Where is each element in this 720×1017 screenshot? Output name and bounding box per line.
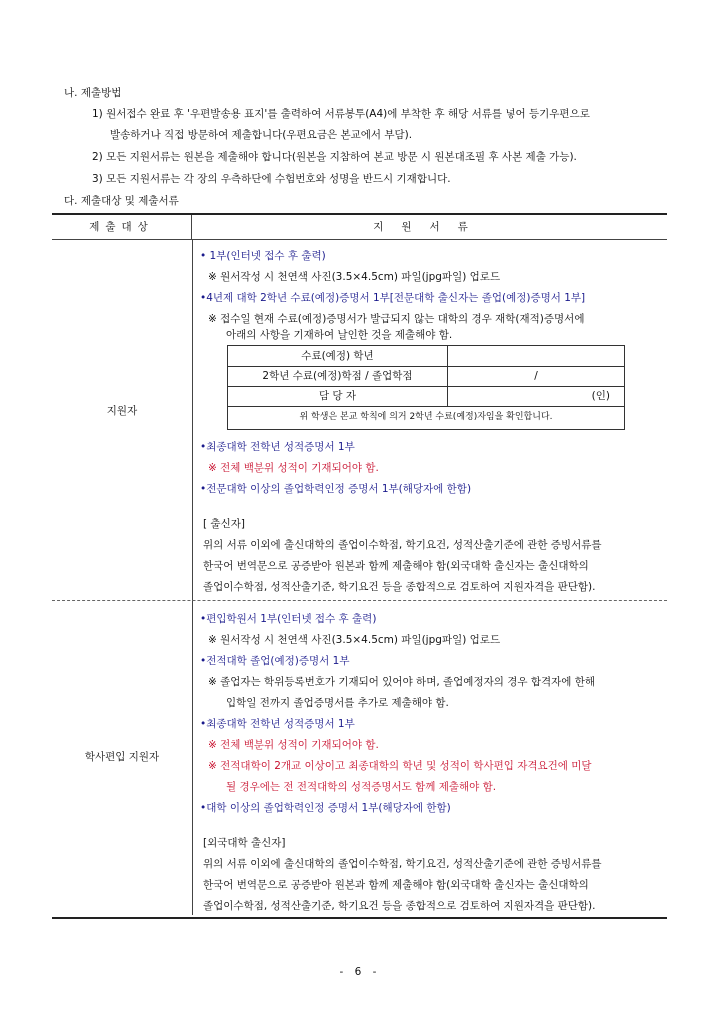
page-number: - 6 -: [339, 966, 381, 978]
r2-graduation-note-2: 입학일 전까지 졸업증명서를 추가로 제출해야 함.: [226, 697, 449, 709]
r2-foreign-line-2: 한국어 번역문으로 공증받아 원본과 함께 제출해야 함(외국대학 출신자는 출신대학의: [203, 879, 589, 891]
r1-foreign-line-3: 졸업이수학점, 성적산출기준, 학기요건 등을 종합적으로 검토하여 지원자격을 판단함).: [203, 581, 596, 593]
r2-transcript: •최종대학 전학년 성적증명서 1부: [200, 718, 355, 730]
column-divider: [192, 239, 193, 915]
header-documents: 지원서류: [373, 221, 486, 233]
completion-info-table: [227, 345, 625, 430]
r2-foreign-line-3: 졸업이수학점, 성적산출기준, 학기요건 등을 종합적으로 검토하여 지원자격을 판단함).: [203, 900, 596, 912]
r2-transcript-note-2: ※ 전적대학이 2개교 이상이고 최종대학의 학년 및 성적이 학사편입 자격요건에 미달: [208, 760, 592, 772]
row-label-applicant: 지원자: [106, 405, 138, 417]
section-title-documents: 다. 제출대상 및 제출서류: [64, 195, 179, 207]
row-label-transfer-applicant: 학사편입 지원자: [84, 751, 160, 763]
completion-year-value: [448, 346, 624, 366]
officer-seal: (인): [591, 390, 610, 402]
header-target: 제출대상: [52, 215, 192, 239]
r2-transcript-note-1: ※ 전체 백분위 성적이 기재되어야 함.: [208, 739, 379, 751]
section-title-submission-method: 나. 제출방법: [64, 87, 122, 99]
r1-foreign-line-2: 한국어 번역문으로 공증받아 원본과 함께 제출해야 함(외국대학 출신자는 출신대학의: [203, 560, 589, 572]
completion-year-label: 수료(예정) 학년: [228, 346, 448, 366]
officer-label: 담 당 자: [228, 386, 448, 406]
method-item-3: 3) 모든 지원서류는 각 장의 우측하단에 수험번호와 성명을 반드시 기재합니다.: [92, 173, 451, 185]
r1-transcript-note: ※ 전체 백분위 성적이 기재되어야 함.: [208, 462, 379, 474]
row-divider: [52, 600, 667, 601]
r2-graduation-note-1: ※ 졸업자는 학위등록번호가 기재되어 있어야 하며, 졸업예정자의 경우 합격자에 한해: [208, 676, 596, 688]
r1-foreign-line-1: 위의 서류 이외에 출신대학의 졸업이수학점, 학기요건, 성적산출기준에 관한 증빙서류를: [203, 539, 602, 551]
method-item-1-line-2: 발송하거나 직접 방문하여 제출합니다(우편요금은 본교에서 부담).: [110, 129, 413, 141]
r1-degree-equivalence: •전문대학 이상의 졸업학력인정 증명서 1부(해당자에 한함): [200, 483, 472, 495]
r1-application-form: • 1부(인터넷 접수 후 출력): [200, 250, 326, 262]
r1-completion-note-2: 아래의 사항을 기재하여 날인한 것을 제출해야 함.: [226, 329, 453, 341]
r1-completion-certificate: •4년제 대학 2학년 수료(예정)증명서 1부[전문대학 출신자는 졸업(예정)증명서 1부]: [200, 292, 586, 304]
r1-completion-note-1: ※ 접수일 현재 수료(예정)증명서가 발급되지 않는 대학의 경우 재학(재적)증명서에: [208, 313, 585, 325]
r2-photo-note: ※ 원서작성 시 천연색 사진(3.5×4.5cm) 파일(jpg파일) 업로드: [208, 634, 501, 646]
table-header: [52, 215, 667, 240]
confirmation-note: 위 학생은 본교 학칙에 의거 2학년 수료(예정)자임을 확인합니다.: [299, 412, 553, 422]
credits-label: 2학년 수료(예정)학점 / 졸업학점: [228, 366, 448, 386]
r2-foreign-line-1: 위의 서류 이외에 출신대학의 졸업이수학점, 학기요건, 성적산출기준에 관한 증빙서류를: [203, 858, 602, 870]
r1-foreign-title: [ 출신자]: [203, 518, 245, 530]
r2-degree-equivalence: •대학 이상의 졸업학력인정 증명서 1부(해당자에 한함): [200, 802, 451, 814]
method-item-2: 2) 모든 지원서류는 원본을 제출해야 합니다(원본을 지참하여 본교 방문 시 원본대조필 후 사본 제출 가능).: [92, 151, 577, 163]
completion-info-row: [228, 346, 624, 367]
r2-transfer-form: •편입학원서 1부(인터넷 접수 후 출력): [200, 613, 377, 625]
r1-transcript: •최종대학 전학년 성적증명서 1부: [200, 441, 355, 453]
r2-graduation-certificate: •전적대학 졸업(예정)증명서 1부: [200, 655, 350, 667]
completion-info-row: [228, 366, 624, 387]
method-item-1-line-1: 1) 원서접수 완료 후 '우편발송용 표지'를 출력하여 서류봉투(A4)에 부착한 후 해당 서류를 넣어 등기우편으로: [92, 108, 590, 120]
r2-transcript-note-3: 될 경우에는 전 전적대학의 성적증명서도 함께 제출해야 함.: [226, 781, 497, 793]
credits-value: /: [534, 370, 538, 382]
completion-info-row: [228, 386, 624, 407]
r1-photo-note: ※ 원서작성 시 천연색 사진(3.5×4.5cm) 파일(jpg파일) 업로드: [208, 271, 501, 283]
r2-foreign-title: [외국대학 출신자]: [203, 837, 286, 849]
